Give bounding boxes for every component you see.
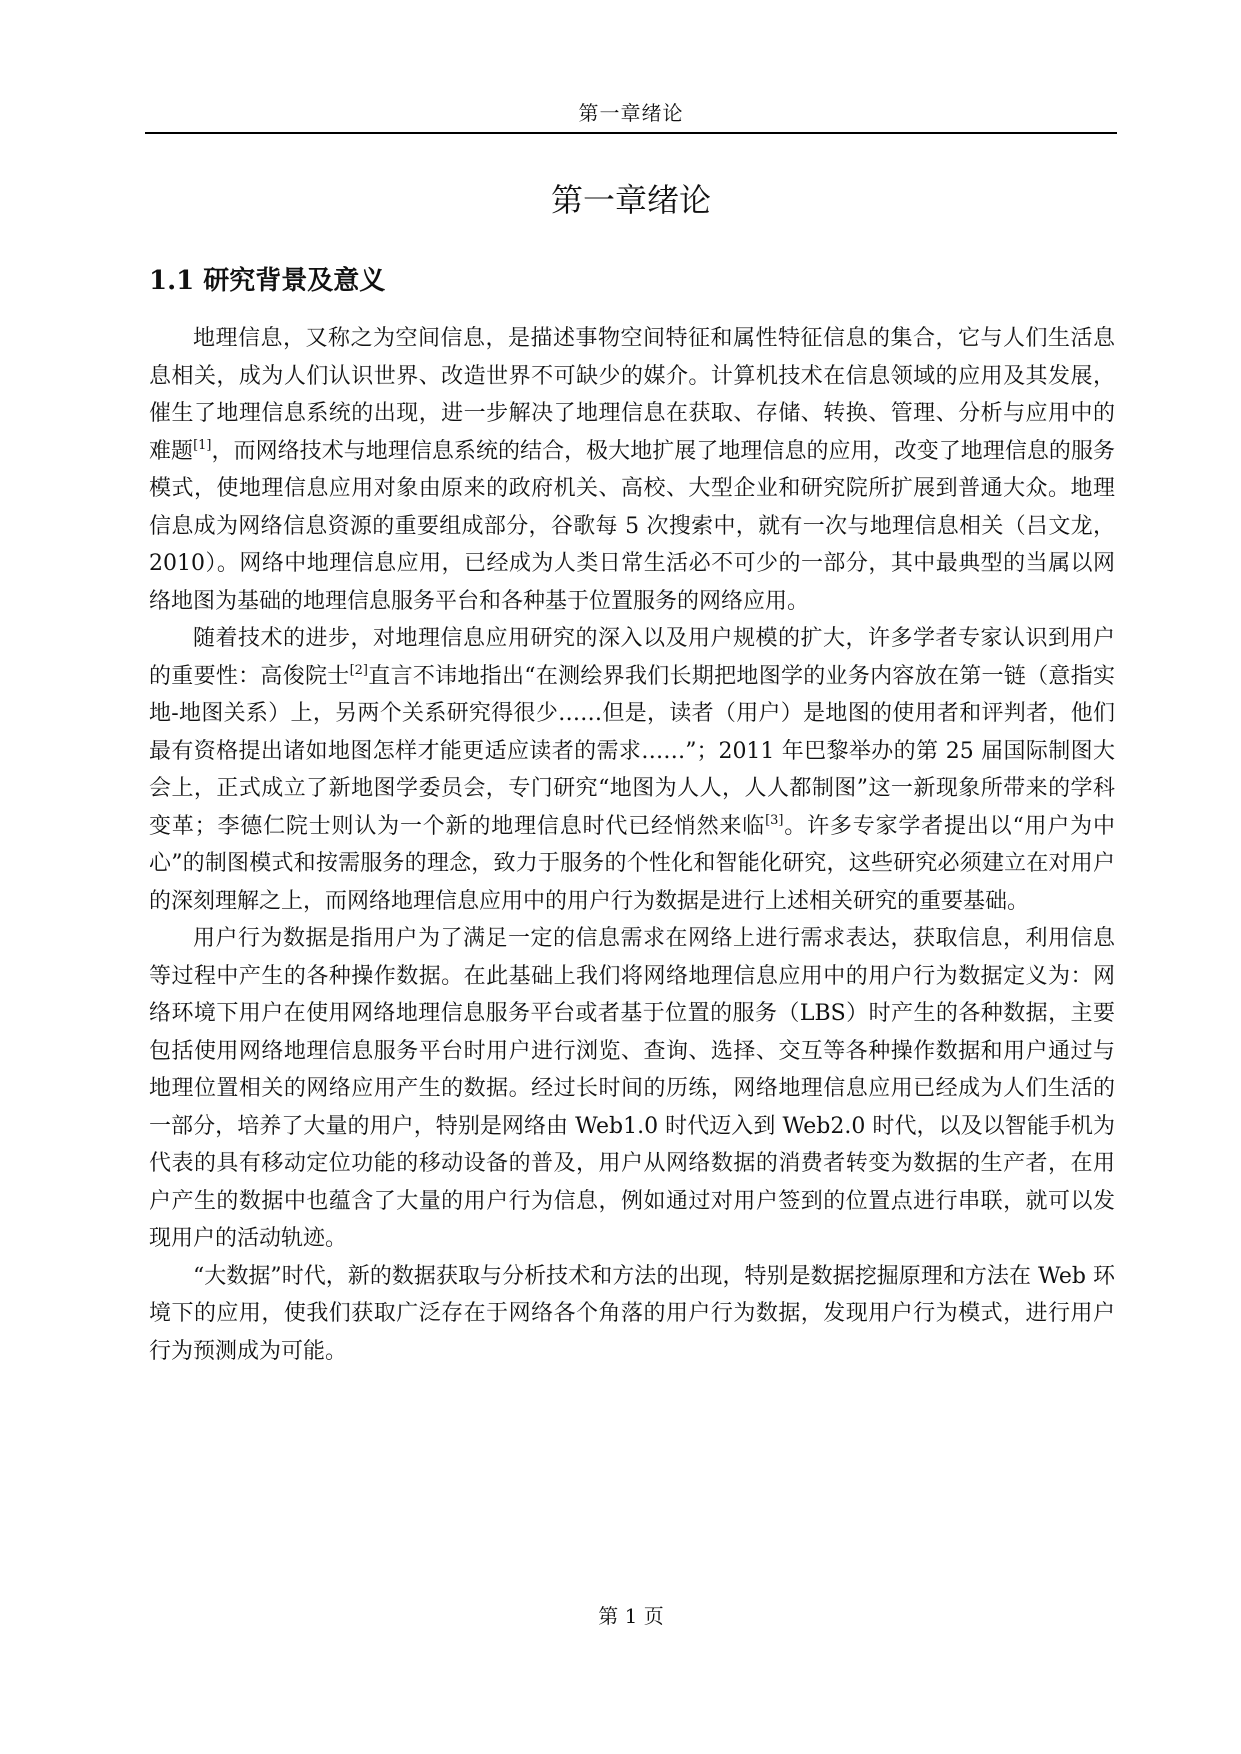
paragraph-1: [149, 320, 1115, 620]
header-rule: [145, 132, 1117, 134]
citation-ref: [2]: [349, 662, 368, 678]
citation-ref: [1]: [193, 437, 212, 453]
section-heading: 1.1 研究背景及意义: [149, 266, 386, 296]
body-text: [149, 320, 1115, 1370]
page-number: 第 1 页: [598, 1604, 664, 1628]
paragraph-2-text-b: 直言不讳地指出“在测绘界我们长期把地图学的业务内容放在第一链（意指实地-地图关系）上，另两个关系研究得很少……但是，读者（用户）是地图的使用者和评判者，他们最有资格提出诸如地图怎样才能更适应读者的需求……”；2011 年巴黎举办的第 25 届国际制图大会上，正式成立了新地图学委员会，专门研究“地图为人人，人人都制图”这一新现象所带来的学科变革；李德仁院士则认为一个新的地理信息时代已经悄然来临: [149, 663, 1115, 839]
paragraph-1-text-b: ，而网络技术与地理信息系统的结合，极大地扩展了地理信息的应用，改变了地理信息的服务模式，使地理信息应用对象由原来的政府机关、高校、大型企业和研究院所扩展到普通大众。地理信息成为网络信息资源的重要组成部分，谷歌每 5 次搜索中，就有一次与地理信息相关（吕文龙，2010）。网络中地理信息应用，已经成为人类日常生活必不可少的一部分，其中最典型的当属以网络地图为基础的地理信息服务平台和各种基于位置服务的网络应用。: [149, 438, 1115, 614]
paragraph-4: [149, 1258, 1115, 1371]
paragraph-2-text-c: 。许多专家学者提出以“用户为中心”的制图模式和按需服务的理念，致力于服务的个性化和智能化研究，这些研究必须建立在对用户的深刻理解之上，而网络地理信息应用中的用户行为数据是进行上述相关研究的重要基础。: [149, 813, 1115, 914]
running-header: 第一章绪论: [578, 101, 684, 125]
citation-ref: [3]: [765, 812, 784, 828]
paragraph-3-text-a: 用户行为数据是指用户为了满足一定的信息需求在网络上进行需求表达，获取信息，利用信息等过程中产生的各种操作数据。在此基础上我们将网络地理信息应用中的用户行为数据定义为：网络环境下用户在使用网络地理信息服务平台或者基于位置的服务（LBS）时产生的各种数据，主要包括使用网络地理信息服务平台时用户进行浏览、查询、选择、交互等各种操作数据和用户通过与地理位置相关的网络应用产生的数据。经过长时间的历练，网络地理信息应用已经成为人们生活的一部分，培养了大量的用户，特别是网络由 Web1.0 时代迈入到 Web2.0 时代，以及以智能手机为代表的具有移动定位功能的移动设备的普及，用户从网络数据的消费者转变为数据的生产者，在用户产生的数据中也蕴含了大量的用户行为信息，例如通过对用户签到的位置点进行串联，就可以发现用户的活动轨迹。: [149, 926, 1115, 1251]
paragraph-4-text-a: “大数据”时代，新的数据获取与分析技术和方法的出现，特别是数据挖掘原理和方法在 Web 环境下的应用，使我们获取广泛存在于网络各个角落的用户行为数据，发现用户行为模式，进行用户行为预测成为可能。: [149, 1263, 1115, 1364]
chapter-title: 第一章绪论: [550, 181, 711, 219]
paragraph-2-text-a: 随着技术的进步，对地理信息应用研究的深入以及用户规模的扩大，许多学者专家认识到用户的重要性：高俊院士: [149, 626, 1115, 689]
paragraph-1-text-a: 地理信息，又称之为空间信息，是描述事物空间特征和属性特征信息的集合，它与人们生活息息相关，成为人们认识世界、改造世界不可缺少的媒介。计算机技术在信息领域的应用及其发展，催生了地理信息系统的出现，进一步解决了地理信息在获取、存储、转换、管理、分析与应用中的难题: [149, 326, 1115, 464]
paragraph-2: [149, 620, 1115, 920]
paragraph-3: [149, 920, 1115, 1258]
